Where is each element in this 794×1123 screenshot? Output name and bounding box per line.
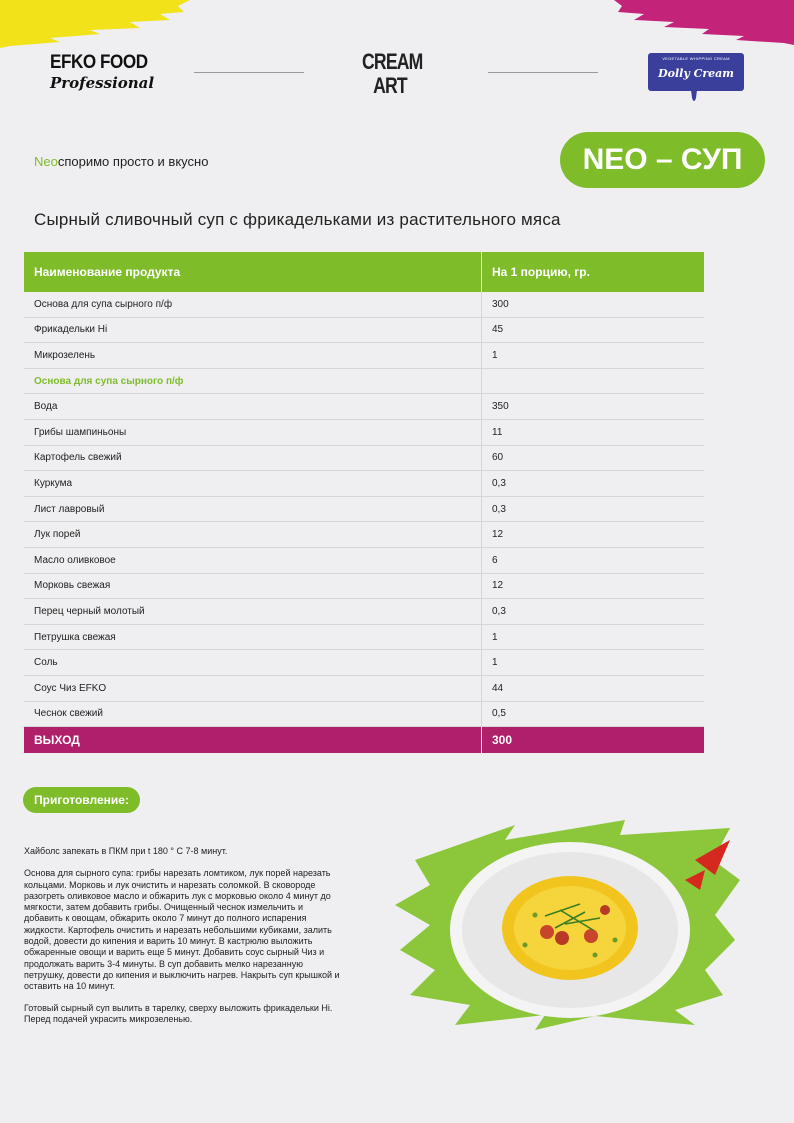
ingredient-amount: 60 — [482, 445, 705, 471]
ingredient-amount: 12 — [482, 573, 705, 599]
recipe-title: Сырный сливочный суп с фрикадельками из растительного мяса — [34, 210, 561, 229]
ingredients-table — [24, 252, 704, 753]
table-row — [24, 317, 704, 343]
ingredient-amount — [482, 368, 705, 394]
ingredient-amount: 0,3 — [482, 496, 705, 522]
tagline — [34, 154, 208, 169]
ingredient-name: Грибы шампиньоны — [24, 419, 482, 445]
table-row — [24, 445, 704, 471]
dolly-logo-subtitle: VEGETABLE WHIPPING CREAM — [662, 56, 730, 61]
efko-logo-line1: EFKO FOOD — [50, 52, 148, 73]
ingredient-amount: 11 — [482, 419, 705, 445]
ingredient-amount: 1 — [482, 343, 705, 369]
table-row — [24, 522, 704, 548]
table-row — [24, 394, 704, 420]
table-row — [24, 419, 704, 445]
preparation-label: Приготовление: — [23, 787, 140, 813]
table-row — [24, 599, 704, 625]
pink-paint-splash — [614, 0, 794, 45]
ingredient-name: Соус Чиз EFKO — [24, 675, 482, 701]
ingredient-amount: 1 — [482, 624, 705, 650]
ingredient-name: Лист лавровый — [24, 496, 482, 522]
ingredient-name: Масло оливковое — [24, 547, 482, 573]
step-paragraph: Хайболс запекать в ПКМ при t 180 ° С 7-8 минут. — [24, 846, 228, 856]
header-divider-left — [194, 72, 304, 73]
table-row — [24, 547, 704, 573]
ingredient-amount: 0,3 — [482, 471, 705, 497]
ingredient-amount: 0,5 — [482, 701, 705, 727]
ingredient-name: Лук порей — [24, 522, 482, 548]
table-total-row — [24, 727, 704, 754]
table-header-row — [24, 252, 704, 292]
table-row — [24, 573, 704, 599]
cream-art-logo — [362, 49, 423, 98]
ingredient-name: Микрозелень — [24, 343, 482, 369]
table-row — [24, 650, 704, 676]
preparation-steps — [24, 846, 340, 1035]
efko-logo-line2: Professional — [50, 74, 155, 92]
ingredient-name: Чеснок свежий — [24, 701, 482, 727]
header-divider-right — [488, 72, 598, 73]
dolly-logo-title: Dolly Cream — [658, 67, 734, 80]
efko-food-logo — [50, 52, 160, 92]
ingredient-name: Вода — [24, 394, 482, 420]
table-row — [24, 624, 704, 650]
neo-soup-badge: NEO – СУП — [560, 132, 765, 188]
table-row — [24, 292, 704, 317]
ingredient-name: Перец черный молотый — [24, 599, 482, 625]
dolly-cream-logo — [648, 53, 744, 91]
yellow-paint-splash — [0, 0, 190, 50]
ingredient-name: Куркума — [24, 471, 482, 497]
ingredient-amount: 350 — [482, 394, 705, 420]
ingredient-amount: 6 — [482, 547, 705, 573]
total-label: ВЫХОД — [24, 727, 482, 754]
table-row — [24, 701, 704, 727]
tagline-rest: споримо просто и вкусно — [57, 154, 209, 169]
ingredient-name: Петрушка свежая — [24, 624, 482, 650]
tagline-neo: Neo — [34, 154, 58, 169]
step-paragraph: Готовый сырный суп вылить в тарелку, сверху выложить фрикадельки Hi. Перед подачей украсить микрозеленью. — [24, 1002, 333, 1024]
column-header-portion: На 1 порцию, гр. — [482, 252, 705, 292]
step-paragraph: Основа для сырного супа: грибы нарезать ломтиком, лук порей нарезать кольцами. Морковь и лук очистить и нарезать соломкой. В сковороде разогреть оливковое масло и обжарить лук с морковью около 4 минут до мягкости, затем добавить грибы. Очищенный чеснок измельчить и добавить к овощам, обжарить около 7 минут до полного испарения жидкости. Картофель очистить и нарезать небольшими кубиками, залить водой, довести до кипения и варить 10 минут. В кастрюлю выложить обжаренные овощи и варить еще 5 минут. Добавить соус сырный Чиз и продолжать варить 3-4 минуты. В суп добавить мелко нарезанную петрушку, довести до кипения и выключить нагрев. Накрыть суп крышкой и оставить на 10 минут. — [24, 868, 340, 992]
table-row — [24, 496, 704, 522]
ingredient-amount: 300 — [482, 292, 705, 317]
cream-logo-line2: ART — [373, 73, 407, 98]
ingredient-name: Морковь свежая — [24, 573, 482, 599]
ingredient-amount: 12 — [482, 522, 705, 548]
ingredient-amount: 45 — [482, 317, 705, 343]
table-row — [24, 675, 704, 701]
table-row — [24, 343, 704, 369]
cream-logo-line1: CREAM — [362, 49, 423, 74]
ingredient-amount: 0,3 — [482, 599, 705, 625]
cream-drip-icon — [690, 90, 698, 104]
table-row — [24, 471, 704, 497]
subsection-title: Основа для супа сырного п/ф — [24, 368, 482, 394]
ingredient-name: Фрикадельки Hi — [24, 317, 482, 343]
soup-plate-image — [395, 820, 740, 1030]
ingredient-amount: 44 — [482, 675, 705, 701]
total-amount: 300 — [482, 727, 705, 754]
ingredient-name: Соль — [24, 650, 482, 676]
ingredient-amount: 1 — [482, 650, 705, 676]
column-header-product: Наименование продукта — [24, 252, 482, 292]
table-subheader-row — [24, 368, 704, 394]
ingredient-name: Картофель свежий — [24, 445, 482, 471]
ingredient-name: Основа для супа сырного п/ф — [24, 292, 482, 317]
